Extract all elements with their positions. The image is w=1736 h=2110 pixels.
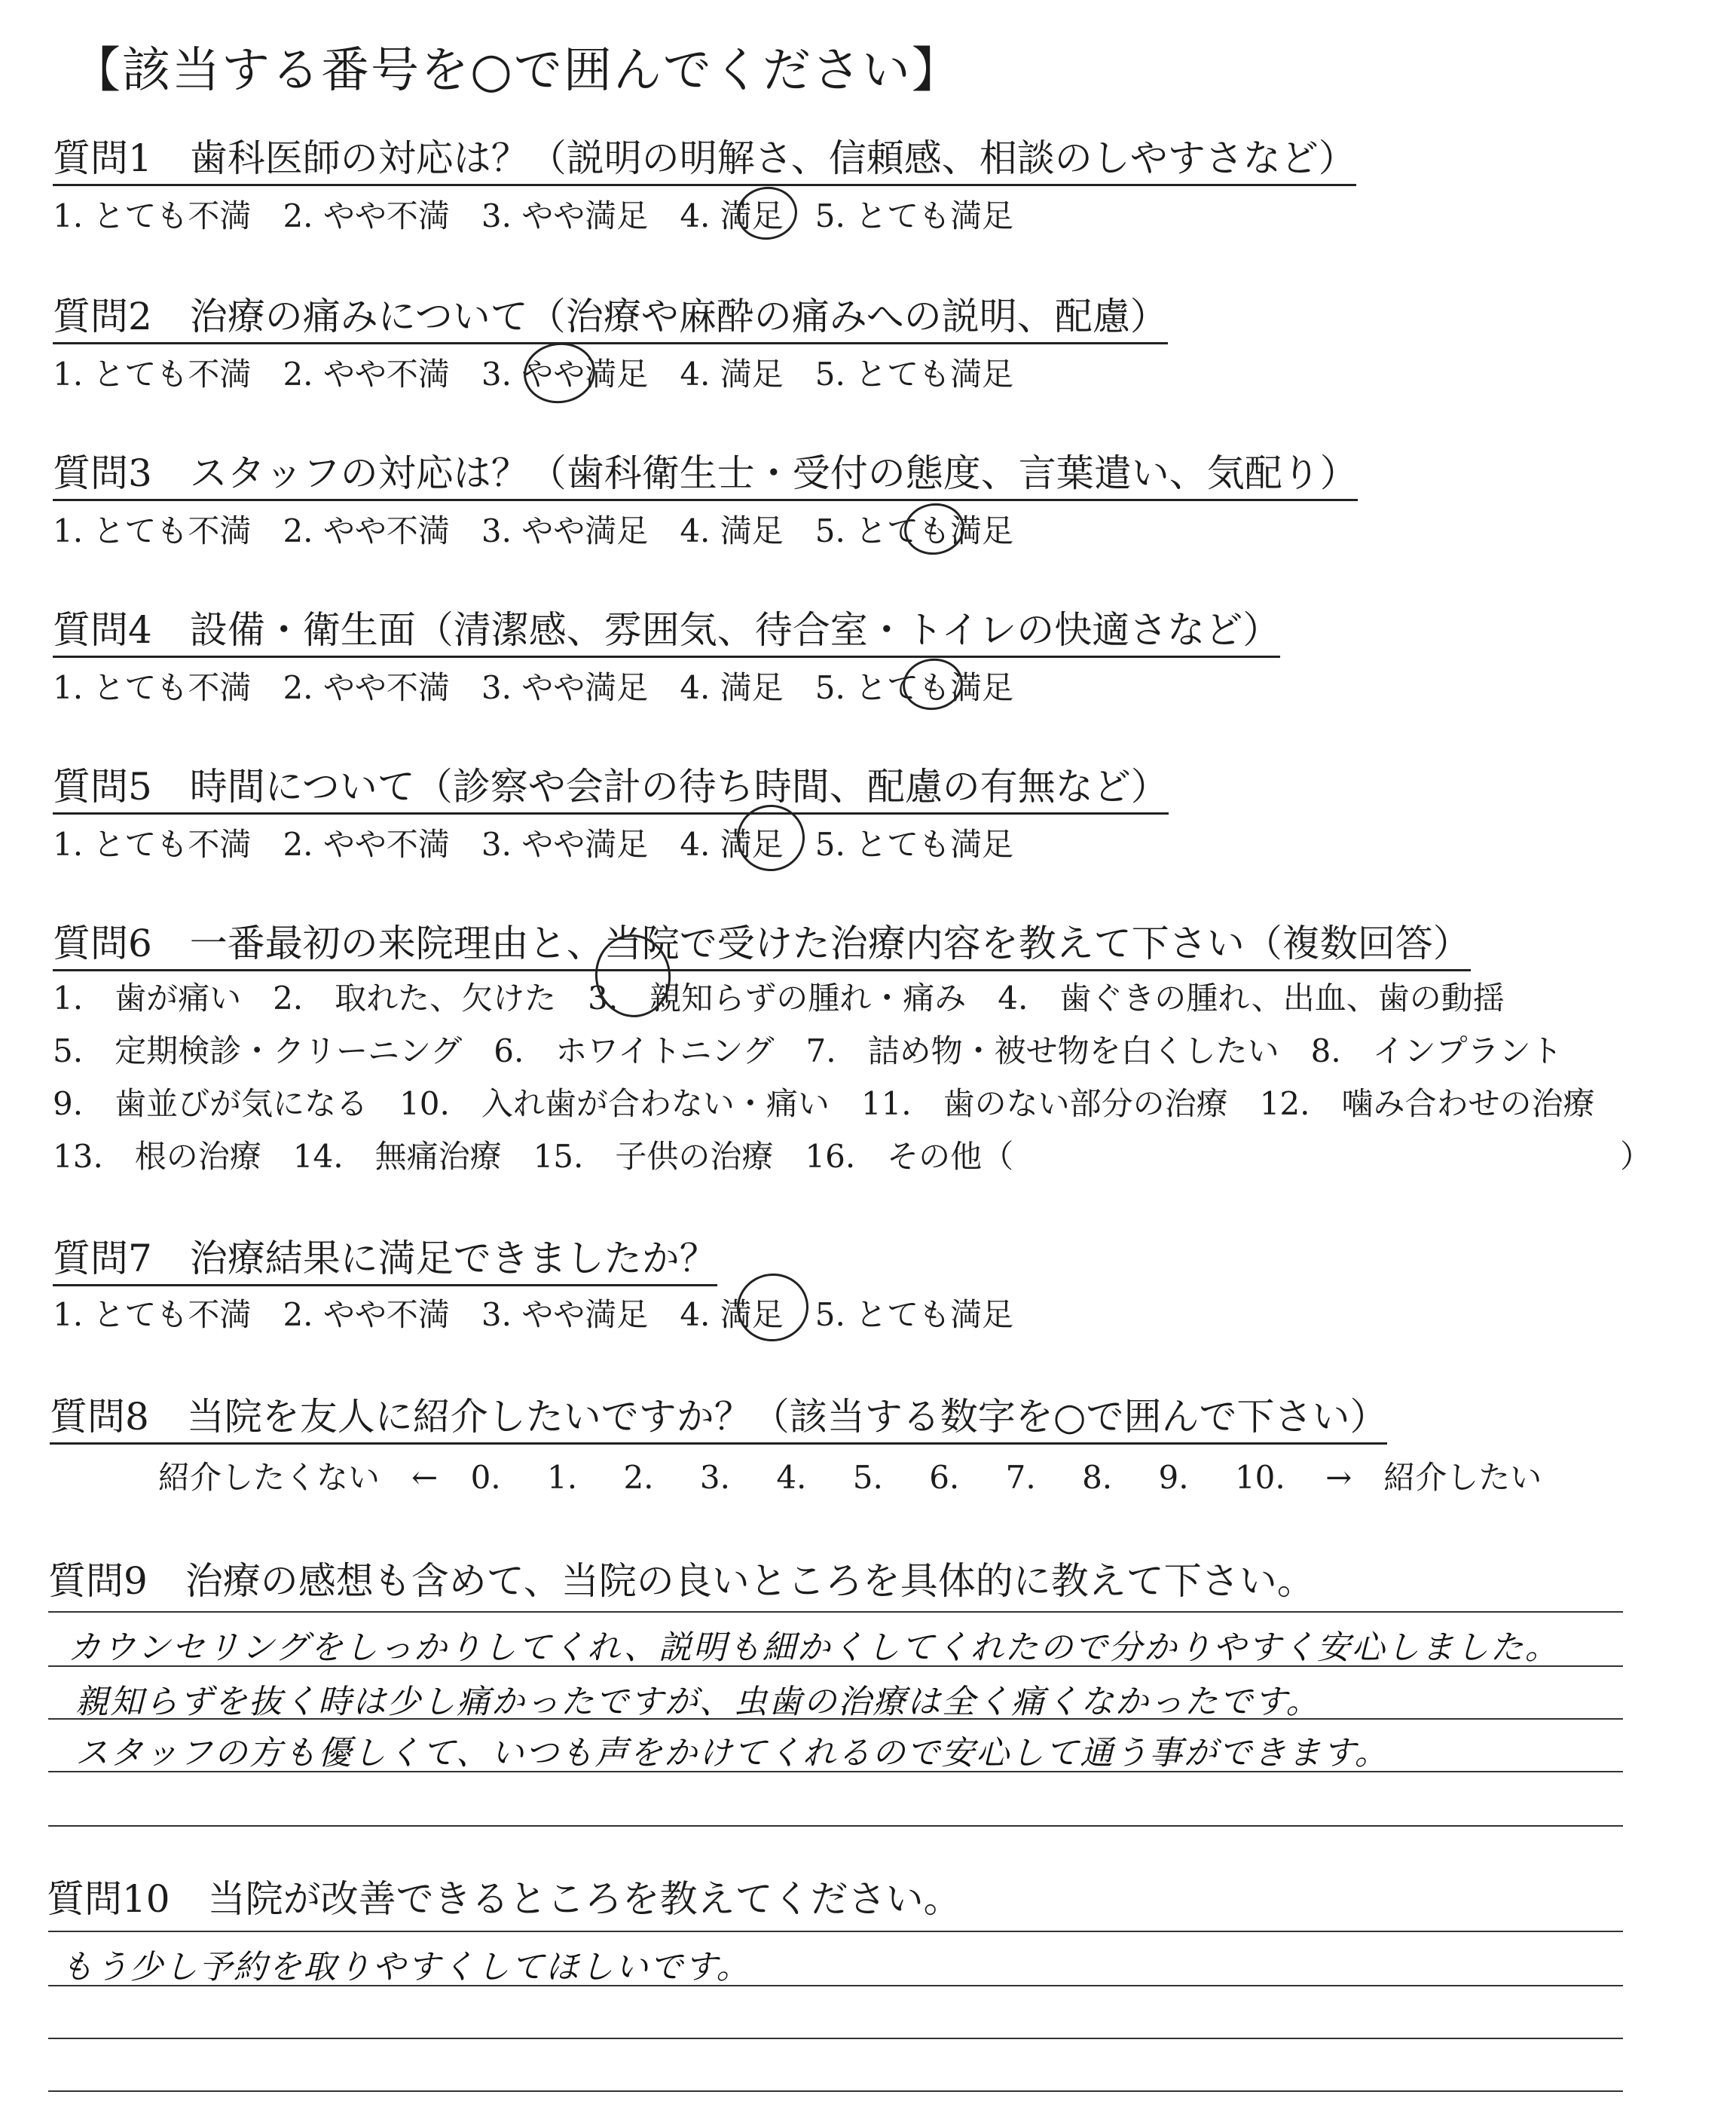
question-2-label: 質問2 治療の痛みについて（治療や麻酔の痛みへの説明、配慮）: [53, 294, 1168, 344]
q6-row-4[interactable]: 13. 根の治療 14. 無痛治療 15. 子供の治療 16. その他（: [53, 1138, 1014, 1175]
question-5-label: 質問5 時間について（診察や会計の待ち時間、配慮の有無など）: [53, 764, 1169, 815]
option-3[interactable]: 3. やや満足: [481, 826, 649, 863]
question-6-label: 質問6 一番最初の来院理由と、当院で受けた治療内容を教えて下さい（複数回答）: [53, 921, 1471, 971]
option-5[interactable]: 5. とても満足: [815, 512, 1014, 549]
question-3-options: [53, 512, 1045, 550]
question-5-options: [53, 826, 1045, 864]
option-5[interactable]: 5. とても満足: [815, 197, 1014, 234]
answer-line: [48, 2038, 1623, 2039]
question-1-options: [53, 197, 1045, 235]
score-1[interactable]: 1.: [547, 1459, 578, 1496]
answer-line: [48, 1825, 1623, 1827]
option-5[interactable]: 5. とても満足: [815, 1296, 1014, 1333]
question-7-options: [53, 1296, 1045, 1334]
question-10-label: 質問10 当院が改善できるところを教えてください。: [47, 1877, 961, 1921]
score-3[interactable]: 3.: [699, 1459, 730, 1496]
option-2[interactable]: 2. やや不満: [283, 1296, 450, 1333]
q10-answer-line-1[interactable]: もう少し予約を取りやすくしてほしいです。: [60, 1948, 751, 1986]
option-3[interactable]: 3. やや満足: [481, 1296, 649, 1333]
option-1[interactable]: 1. とても不満: [53, 1296, 252, 1333]
q6-row-1[interactable]: 1. 歯が痛い 2. 取れた、欠けた 3. 親知らずの腫れ・痛み 4. 歯ぐきの腫れ、出血、歯の動揺: [53, 980, 1505, 1017]
answer-line: [48, 1718, 1623, 1720]
question-3-label: 質問3 スタッフの対応は？（歯科衛生士・受付の態度、言葉遣い、気配り）: [53, 451, 1358, 501]
scale-right-label: → 紹介したい: [1325, 1459, 1542, 1496]
option-1[interactable]: 1. とても不満: [53, 356, 252, 393]
option-1[interactable]: 1. とても不満: [53, 826, 252, 863]
question-4-options: [53, 669, 1045, 707]
q6-row-3[interactable]: 9. 歯並びが気になる 10. 入れ歯が合わない・痛い 11. 歯のない部分の治療 12. 噛み合わせの治療: [53, 1085, 1595, 1122]
score-0[interactable]: 0.: [470, 1459, 501, 1496]
option-4[interactable]: 4. 満足: [680, 826, 784, 863]
score-4[interactable]: 4.: [776, 1459, 807, 1496]
answer-line: [48, 2090, 1623, 2092]
option-3[interactable]: 3. やや満足: [481, 669, 649, 706]
option-1[interactable]: 1. とても不満: [53, 669, 252, 706]
option-2[interactable]: 2. やや不満: [283, 197, 450, 234]
option-3[interactable]: 3. やや満足: [481, 512, 649, 549]
score-6[interactable]: 6.: [929, 1459, 960, 1496]
option-4[interactable]: 4. 満足: [680, 669, 784, 706]
q6-row-2[interactable]: 5. 定期検診・クリーニング 6. ホワイトニング 7. 詰め物・被せ物を白くしたい 8. インプラント: [53, 1032, 1563, 1069]
option-5[interactable]: 5. とても満足: [815, 669, 1014, 706]
option-4[interactable]: 4. 満足: [680, 512, 784, 549]
option-4[interactable]: 4. 満足: [680, 197, 784, 234]
option-4[interactable]: 4. 満足: [680, 356, 784, 393]
question-7-label: 質問7 治療結果に満足できましたか？: [53, 1236, 717, 1286]
answer-line: [48, 1985, 1623, 1986]
answer-line: [48, 1611, 1623, 1613]
q9-answer-line-1[interactable]: カウンセリングをしっかりしてくれ、説明も細かくしてくれたので分かりやすく安心しました。: [68, 1628, 1560, 1667]
scale-left-label: 紹介したくない ←: [158, 1459, 439, 1496]
score-5[interactable]: 5.: [852, 1459, 883, 1496]
answer-line: [48, 1931, 1623, 1932]
answer-line: [48, 1665, 1623, 1667]
q8-scale: [158, 1453, 1542, 1498]
selection-circle-q2: [520, 338, 599, 408]
option-2[interactable]: 2. やや不満: [283, 512, 450, 549]
question-1-label: 質問1 歯科医師の対応は？（説明の明解さ、信頼感、相談のしやすさなど）: [53, 136, 1356, 186]
page-title: 【該当する番号を○で囲んでください】: [72, 43, 961, 99]
score-7[interactable]: 7.: [1005, 1459, 1036, 1496]
option-5[interactable]: 5. とても満足: [815, 356, 1014, 393]
score-10[interactable]: 10.: [1234, 1459, 1285, 1496]
q6-other-close: ）: [1620, 1138, 1652, 1175]
score-8[interactable]: 8.: [1082, 1459, 1113, 1496]
score-9[interactable]: 9.: [1158, 1459, 1189, 1496]
option-1[interactable]: 1. とても不満: [53, 512, 252, 549]
option-1[interactable]: 1. とても不満: [53, 197, 252, 234]
option-4[interactable]: 4. 満足: [680, 1296, 784, 1333]
option-3[interactable]: 3. やや満足: [481, 356, 649, 393]
option-5[interactable]: 5. とても満足: [815, 826, 1014, 863]
option-3[interactable]: 3. やや満足: [481, 197, 649, 234]
option-2[interactable]: 2. やや不満: [283, 826, 450, 863]
question-4-label: 質問4 設備・衛生面（清潔感、雰囲気、待合室・トイレの快適さなど）: [53, 607, 1280, 658]
question-8-label: 質問8 当院を友人に紹介したいですか？（該当する数字を○で囲んで下さい）: [50, 1394, 1387, 1445]
question-9-label: 質問9 治療の感想も含めて、当院の良いところを具体的に教えて下さい。: [48, 1559, 1315, 1603]
answer-line: [48, 1771, 1623, 1772]
option-2[interactable]: 2. やや不満: [283, 669, 450, 706]
q9-answer-line-3[interactable]: スタッフの方も優しくて、いつも声をかけてくれるので安心して通う事ができます。: [75, 1734, 1389, 1772]
score-2[interactable]: 2.: [623, 1459, 654, 1496]
selection-circle-q7: [732, 1269, 813, 1346]
q9-answer-line-2[interactable]: 親知らずを抜く時は少し痛かったですが、虫歯の治療は全く痛くなかったです。: [75, 1683, 1321, 1721]
option-2[interactable]: 2. やや不満: [283, 356, 450, 393]
